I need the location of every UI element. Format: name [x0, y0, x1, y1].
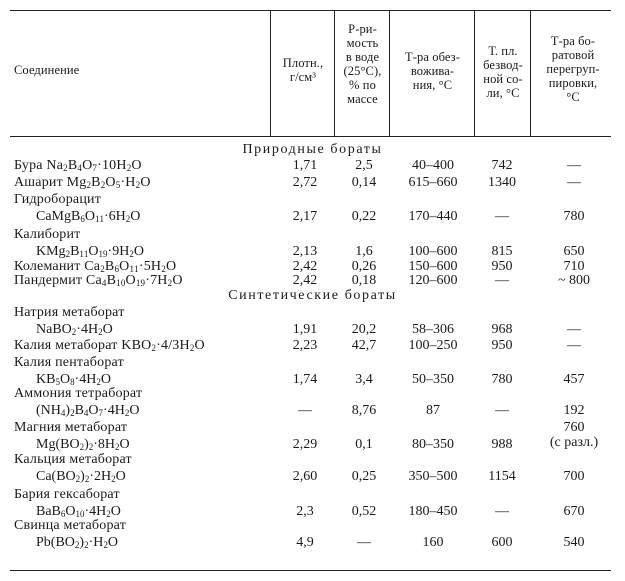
dehydration-temp-value: 100–250	[408, 338, 458, 353]
solubility-value: 20,2	[351, 322, 377, 337]
solubility-value: 0,14	[351, 175, 377, 190]
density-value: 1,71	[292, 158, 318, 173]
compound-name: Колеманит $Ca_2B_6O_{11}\cdot 5H_2O$	[14, 259, 177, 274]
density-value: —	[298, 403, 312, 418]
melting-point-value: 950	[491, 259, 513, 274]
header-solubility-line: % по	[349, 78, 376, 92]
dehydration-temp-value: 180–450	[408, 504, 458, 519]
melting-point-value: —	[495, 273, 509, 288]
dehydration-temp-value: 120–600	[408, 273, 458, 288]
header-rearrangement-line: ратовой	[551, 48, 595, 62]
header-density	[272, 56, 334, 84]
rearrangement-temp-value: 540	[563, 535, 585, 550]
header-melting-line: безвод-	[483, 58, 523, 72]
dehydration-temp-value: 40–400	[412, 158, 454, 173]
density-value: 2,72	[292, 175, 318, 190]
compound-name: Калия метаборат $KBO_2\cdot 4/3H_2O$	[14, 338, 205, 353]
compound-name: Аммония тетраборат	[14, 386, 143, 401]
melting-point-value: 1154	[488, 469, 516, 484]
header-melting-line: ли, °С	[486, 86, 520, 100]
dehydration-temp-value: 58–306	[412, 322, 454, 337]
compound-formula: $Mg(BO_2)_2\cdot 8H_2O$	[36, 437, 130, 452]
melting-point-value: —	[495, 403, 509, 418]
rearrangement-temp-value: 780	[563, 209, 585, 224]
melting-point-value: 1340	[488, 175, 516, 190]
rearrangement-temp-value: ~ 800	[557, 273, 591, 288]
compound-formula: $NaBO_2\cdot 4H_2O$	[36, 322, 113, 337]
dehydration-temp-value: 615–660	[408, 175, 458, 190]
dehydration-temp-value: 80–350	[412, 437, 454, 452]
solubility-value: 0,22	[351, 209, 377, 224]
solubility-value: 2,5	[355, 158, 373, 173]
melting-point-value: —	[495, 209, 509, 224]
header-melting-point	[475, 44, 531, 100]
compound-name: Гидроборацит	[14, 192, 102, 207]
header-solubility	[335, 22, 390, 106]
rearrangement-temp-value: 192	[563, 403, 585, 418]
solubility-value: 8,76	[351, 403, 377, 418]
header-rearrangement-line: перегруп-	[546, 62, 600, 76]
compound-name: Кальция метаборат	[14, 452, 132, 467]
melting-point-value: 780	[491, 372, 513, 387]
dehydration-temp-value: 100–600	[408, 244, 458, 259]
header-melting-line: ной со-	[483, 72, 523, 86]
header-density-line: Плотн.,	[282, 56, 324, 70]
dehydration-temp-value: 160	[422, 535, 444, 550]
header-solubility-line: массе	[347, 92, 378, 106]
rearrangement-temp-value: —	[567, 338, 581, 353]
header-dehydration-temp	[390, 50, 475, 92]
density-value: 2,3	[296, 504, 314, 519]
compound-name: Магния метаборат	[14, 420, 128, 435]
solubility-value: —	[357, 535, 371, 550]
compound-name: Натрия метаборат	[14, 305, 125, 320]
density-value: 2,23	[292, 338, 318, 353]
dehydration-temp-value: 87	[426, 403, 440, 418]
melting-point-value: —	[495, 504, 509, 519]
section-title-natural: Природные бораты	[242, 142, 383, 157]
melting-point-value: 815	[491, 244, 513, 259]
solubility-value: 0,26	[351, 259, 377, 274]
header-solubility-line: Р-ри-	[348, 22, 377, 36]
solubility-value: 0,52	[351, 504, 377, 519]
density-value: 2,60	[292, 469, 318, 484]
density-value: 2,17	[292, 209, 318, 224]
solubility-value: 1,6	[355, 244, 373, 259]
table-bottom-rule	[10, 570, 611, 571]
compound-name: Калиборит	[14, 227, 81, 242]
dehydration-temp-value: 150–600	[408, 259, 458, 274]
compound-name: Калия пентаборат	[14, 355, 124, 370]
header-compound: Соединение	[14, 63, 80, 77]
header-rearrangement-line: °С	[566, 90, 580, 104]
section-title-synthetic: Синтетические бораты	[228, 288, 397, 303]
rearrangement-temp-value: —	[567, 322, 581, 337]
solubility-value: 0,1	[355, 437, 373, 452]
dehydration-temp-value: 350–500	[408, 469, 458, 484]
rearrangement-temp-value: 457	[563, 372, 585, 387]
compound-name: Бура $Na_2B_4O_7\cdot 10H_2O$	[14, 158, 142, 173]
compound-formula: $KMg_2B_{11}O_{19}\cdot 9H_2O$	[36, 244, 144, 259]
header-solubility-line: в воде	[345, 50, 380, 64]
compound-formula: $Pb(BO_2)_2\cdot H_2O$	[36, 535, 118, 550]
dehydration-temp-value: 170–440	[408, 209, 458, 224]
header-solubility-line: (25°С),	[343, 64, 382, 78]
header-bottom-rule	[10, 136, 611, 137]
rearrangement-note: (с разл.)	[549, 435, 599, 450]
density-value: 2,29	[292, 437, 318, 452]
density-value: 2,13	[292, 244, 318, 259]
melting-point-value: 968	[491, 322, 513, 337]
compound-formula: $BaB_6O_{10}\cdot 4H_2O$	[36, 504, 121, 519]
compound-name: Свинца метаборат	[14, 518, 127, 533]
header-solubility-line: мость	[346, 36, 379, 50]
melting-point-value: 742	[491, 158, 513, 173]
compound-name: Бария гексаборат	[14, 487, 120, 502]
melting-point-value: 950	[491, 338, 513, 353]
density-value: 4,9	[296, 535, 314, 550]
compound-name: Ашарит $Mg_2B_2O_5\cdot H_2O$	[14, 175, 151, 190]
rearrangement-temp-value: —	[567, 175, 581, 190]
melting-point-value: 600	[491, 535, 513, 550]
solubility-value: 42,7	[351, 338, 377, 353]
compound-formula: $Ca(BO_2)_2\cdot 2H_2O$	[36, 469, 126, 484]
rearrangement-temp-value: —	[567, 158, 581, 173]
header-melting-line: Т. пл.	[488, 44, 518, 58]
column-divider	[270, 10, 271, 136]
header-rearrangement-line: пировки,	[548, 76, 598, 90]
solubility-value: 0,25	[351, 469, 377, 484]
density-value: 1,91	[292, 322, 318, 337]
solubility-value: 3,4	[355, 372, 373, 387]
compound-formula: $KB_5O_8\cdot 4H_2O$	[36, 372, 111, 387]
header-density-line: г/см³	[289, 70, 317, 84]
header-rearrangement-line: Т-ра бо-	[550, 34, 596, 48]
density-value: 2,42	[292, 259, 318, 274]
header-rearrangement-temp	[531, 34, 615, 104]
compound-formula: $(NH_4)_2B_4O_7\cdot 4H_2O$	[36, 403, 140, 418]
compound-formula: $CaMgB_6O_{11}\cdot 6H_2O$	[36, 209, 141, 224]
rearrangement-temp-value: 700	[563, 469, 585, 484]
dehydration-temp-value: 50–350	[412, 372, 454, 387]
rearrangement-temp-value: 650	[563, 244, 585, 259]
table-top-rule	[10, 10, 611, 11]
header-dehydration-line: ния, °С	[412, 78, 453, 92]
density-value: 1,74	[292, 372, 318, 387]
solubility-value: 0,18	[351, 273, 377, 288]
header-dehydration-line: Т-ра обез-	[405, 50, 460, 64]
compound-name: Пандермит $Ca_4B_{10}O_{19}\cdot 7H_2O$	[14, 273, 183, 288]
melting-point-value: 988	[491, 437, 513, 452]
rearrangement-temp-value: 670	[563, 504, 585, 519]
header-dehydration-line: вожива-	[410, 64, 455, 78]
density-value: 2,42	[292, 273, 318, 288]
rearrangement-temp-value: 710	[563, 259, 585, 274]
rearrangement-temp-value: 760	[563, 420, 585, 435]
